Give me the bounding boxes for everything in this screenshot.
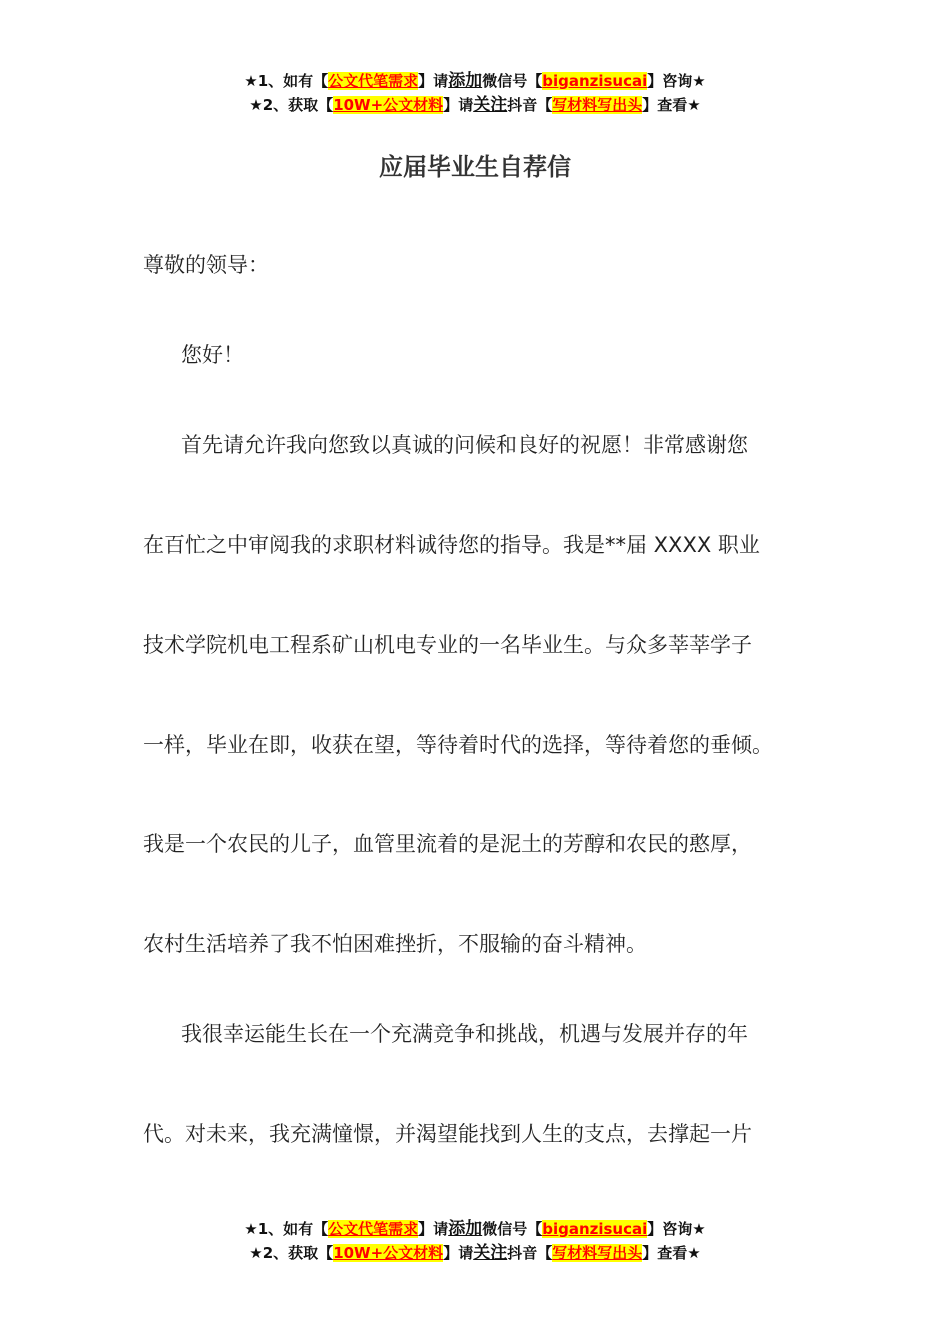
banner-text: 微信号【 — [482, 1220, 543, 1238]
banner-underlined: 添加 — [448, 71, 483, 91]
banner-text: 】请 — [418, 72, 449, 90]
banner-highlight: 公文代笔需求 — [328, 1220, 419, 1238]
paragraph-line: 首先请允许我向您致以真诚的问候和良好的祝愿！非常感谢您 — [181, 433, 748, 457]
wechat-id-highlight: biganzisucai — [542, 72, 648, 90]
banner-highlight: 10W+公文材料 — [333, 96, 444, 114]
footer-banner — [0, 1217, 950, 1265]
banner-text: 】请 — [443, 1244, 474, 1262]
banner-text: ★1、如有【 — [244, 1220, 329, 1238]
banner-underlined: 关注 — [473, 1243, 508, 1263]
salutation: 尊敬的领导： — [143, 253, 269, 277]
paragraph-line: 我很幸运能生长在一个充满竞争和挑战，机遇与发展并存的年 — [181, 1022, 748, 1046]
paragraph-line: 我是一个农民的儿子，血管里流着的是泥土的芳醇和农民的憨厚， — [143, 832, 752, 856]
wechat-id-highlight: biganzisucai — [542, 1220, 648, 1238]
banner-highlight: 公文代笔需求 — [328, 72, 419, 90]
banner-line-2 — [0, 1241, 950, 1265]
banner-underlined: 添加 — [448, 1219, 483, 1239]
paragraph-line: 一样，毕业在即，收获在望，等待着时代的选择，等待着您的垂倾。 — [143, 733, 773, 757]
banner-text: 微信号【 — [482, 72, 543, 90]
banner-text: 抖音【 — [507, 1244, 553, 1262]
banner-text: 】查看★ — [642, 1244, 701, 1262]
banner-text: 】咨询★ — [647, 72, 706, 90]
page-title: 应届毕业生自荐信 — [379, 153, 571, 181]
greeting: 您好！ — [181, 343, 244, 367]
banner-text: ★2、获取【 — [249, 96, 334, 114]
paragraph-line: 技术学院机电工程系矿山机电专业的一名毕业生。与众多莘莘学子 — [143, 633, 752, 657]
banner-line-1 — [0, 69, 950, 93]
paragraph-line: 在百忙之中审阅我的求职材料诚待您的指导。我是**届 XXXX 职业 — [143, 533, 760, 557]
banner-line-1 — [0, 1217, 950, 1241]
paragraph-line: 代。对未来，我充满憧憬，并渴望能找到人生的支点，去撑起一片 — [143, 1122, 752, 1146]
banner-highlight: 10W+公文材料 — [333, 1244, 444, 1262]
banner-text: 】查看★ — [642, 96, 701, 114]
douyin-id-highlight: 写材料写出头 — [552, 96, 643, 114]
banner-text: 抖音【 — [507, 96, 553, 114]
banner-text: ★2、获取【 — [249, 1244, 334, 1262]
douyin-id-highlight: 写材料写出头 — [552, 1244, 643, 1262]
header-banner — [0, 69, 950, 117]
banner-text: ★1、如有【 — [244, 72, 329, 90]
banner-underlined: 关注 — [473, 95, 508, 115]
paragraph-line: 农村生活培养了我不怕困难挫折，不服输的奋斗精神。 — [143, 932, 647, 956]
banner-text: 】咨询★ — [647, 1220, 706, 1238]
banner-line-2 — [0, 93, 950, 117]
banner-text: 】请 — [418, 1220, 449, 1238]
banner-text: 】请 — [443, 96, 474, 114]
